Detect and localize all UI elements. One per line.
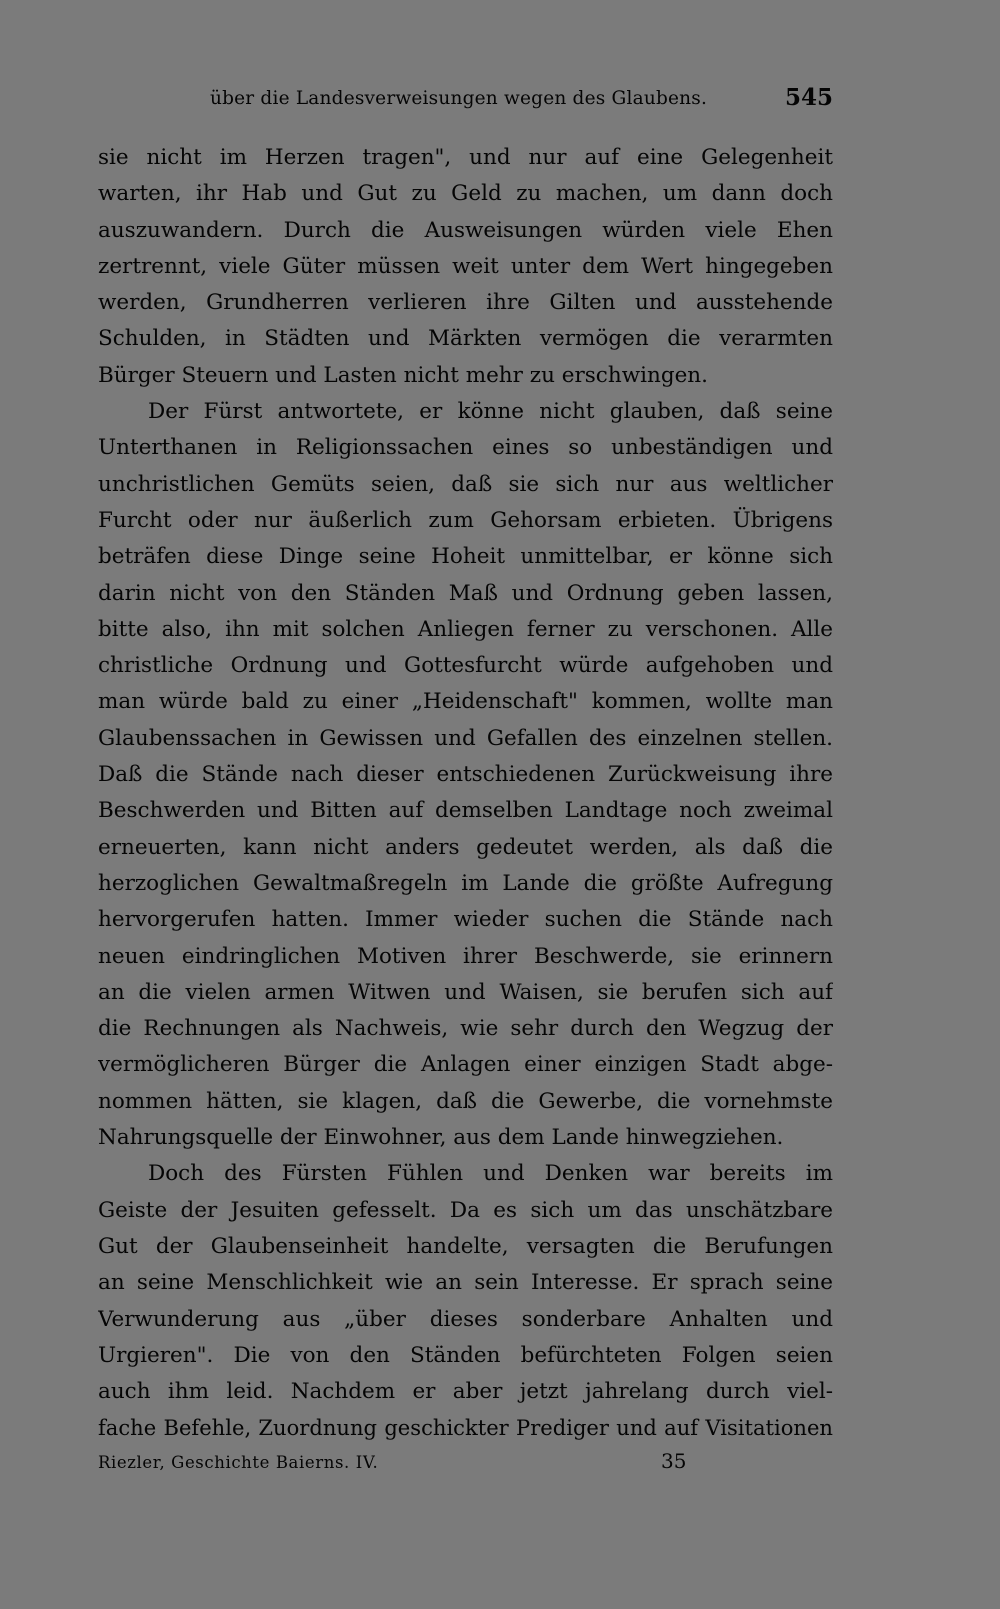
printer-signature: Riezler, Geschichte Baierns. IV. (98, 1453, 379, 1472)
page-header (98, 82, 833, 118)
text-line: Unterthanen in Religionssachen eines so unbeständigen und (98, 435, 833, 461)
text-line: Schulden, in Städten und Märkten vermögen die verarmten (98, 326, 833, 352)
sheet-number: 35 (661, 1449, 687, 1473)
text-line: Furcht oder nur äußerlich zum Gehorsam erbieten. Übrigens (98, 507, 833, 533)
text-line: Gut der Glaubenseinheit handelte, versagten die Berufungen (98, 1233, 833, 1259)
page-number: 545 (784, 84, 833, 111)
text-line: werden, Grundherren verlieren ihre Gilten und ausstehende (98, 290, 833, 316)
text-line: Beschwerden und Bitten auf demselben Landtage noch zweimal (98, 798, 833, 824)
body-text (98, 140, 833, 1447)
running-title: über die Landesverweisungen wegen des Glaubens. (210, 88, 708, 109)
text-line: bitte also, ihn mit solchen Anliegen ferner zu verschonen. Alle (98, 616, 833, 642)
text-line: warten, ihr Hab und Gut zu Geld zu machen, um dann doch (98, 181, 833, 207)
text-line: Doch des Fürsten Fühlen und Denken war bereits im (148, 1161, 833, 1187)
text-line: die Rechnungen als Nachweis, wie sehr durch den Wegzug der (98, 1016, 833, 1042)
text-line: herzoglichen Gewaltmaßregeln im Lande die größte Aufregung (98, 870, 833, 896)
text-line: auszuwandern. Durch die Ausweisungen würden viele Ehen (98, 217, 833, 243)
text-line: neuen eindringlichen Motiven ihrer Beschwerde, sie erinnern (98, 943, 833, 969)
text-line: Urgieren". Die von den Ständen befürchteten Folgen seien (98, 1342, 833, 1368)
text-line: nommen hätten, sie klagen, daß die Gewerbe, die vornehmste (98, 1088, 833, 1114)
text-line: vermöglicheren Bürger die Anlagen einer einzigen Stadt abge- (98, 1052, 833, 1078)
text-line: Nahrungsquelle der Einwohner, aus dem Lande hinwegziehen. (98, 1125, 784, 1151)
text-line: auch ihm leid. Nachdem er aber jetzt jahrelang durch viel- (98, 1379, 833, 1405)
text-line: Geiste der Jesuiten gefesselt. Da es sich um das unschätzbare (98, 1197, 833, 1223)
text-line: beträfen diese Dinge seine Hoheit unmittelbar, er könne sich (98, 544, 833, 570)
text-line: darin nicht von den Ständen Maß und Ordnung geben lassen, (98, 580, 833, 606)
text-line: an die vielen armen Witwen und Waisen, sie berufen sich auf (98, 979, 833, 1005)
text-line: Der Fürst antwortete, er könne nicht glauben, daß seine (148, 399, 833, 425)
text-line: fache Befehle, Zuordnung geschickter Prediger und auf Visitationen (98, 1415, 833, 1441)
text-line: unchristlichen Gemüts seien, daß sie sich nur aus weltlicher (98, 471, 833, 497)
text-line: sie nicht im Herzen tragen", und nur auf eine Gelegenheit (98, 145, 833, 170)
page-footer (98, 1449, 833, 1479)
text-line: christliche Ordnung und Gottesfurcht würde aufgehoben und (98, 653, 833, 679)
text-line: man würde bald zu einer „Heidenschaft" kommen, wollte man (98, 689, 833, 715)
text-line: Glaubenssachen in Gewissen und Gefallen des einzelnen stellen. (98, 725, 833, 751)
text-line: erneuerten, kann nicht anders gedeutet werden, als daß die (98, 834, 833, 860)
text-line: Daß die Stände nach dieser entschiedenen Zurückweisung ihre (98, 762, 833, 788)
text-line: zertrennt, viele Güter müssen weit unter dem Wert hingegeben (98, 253, 833, 279)
text-line: Bürger Steuern und Lasten nicht mehr zu erschwingen. (98, 362, 708, 388)
text-line: Verwunderung aus „über dieses sonderbare Anhalten und (98, 1306, 833, 1332)
text-line: an seine Menschlichkeit wie an sein Interesse. Er sprach seine (98, 1270, 833, 1296)
text-line: hervorgerufen hatten. Immer wieder suchen die Stände nach (98, 907, 833, 933)
